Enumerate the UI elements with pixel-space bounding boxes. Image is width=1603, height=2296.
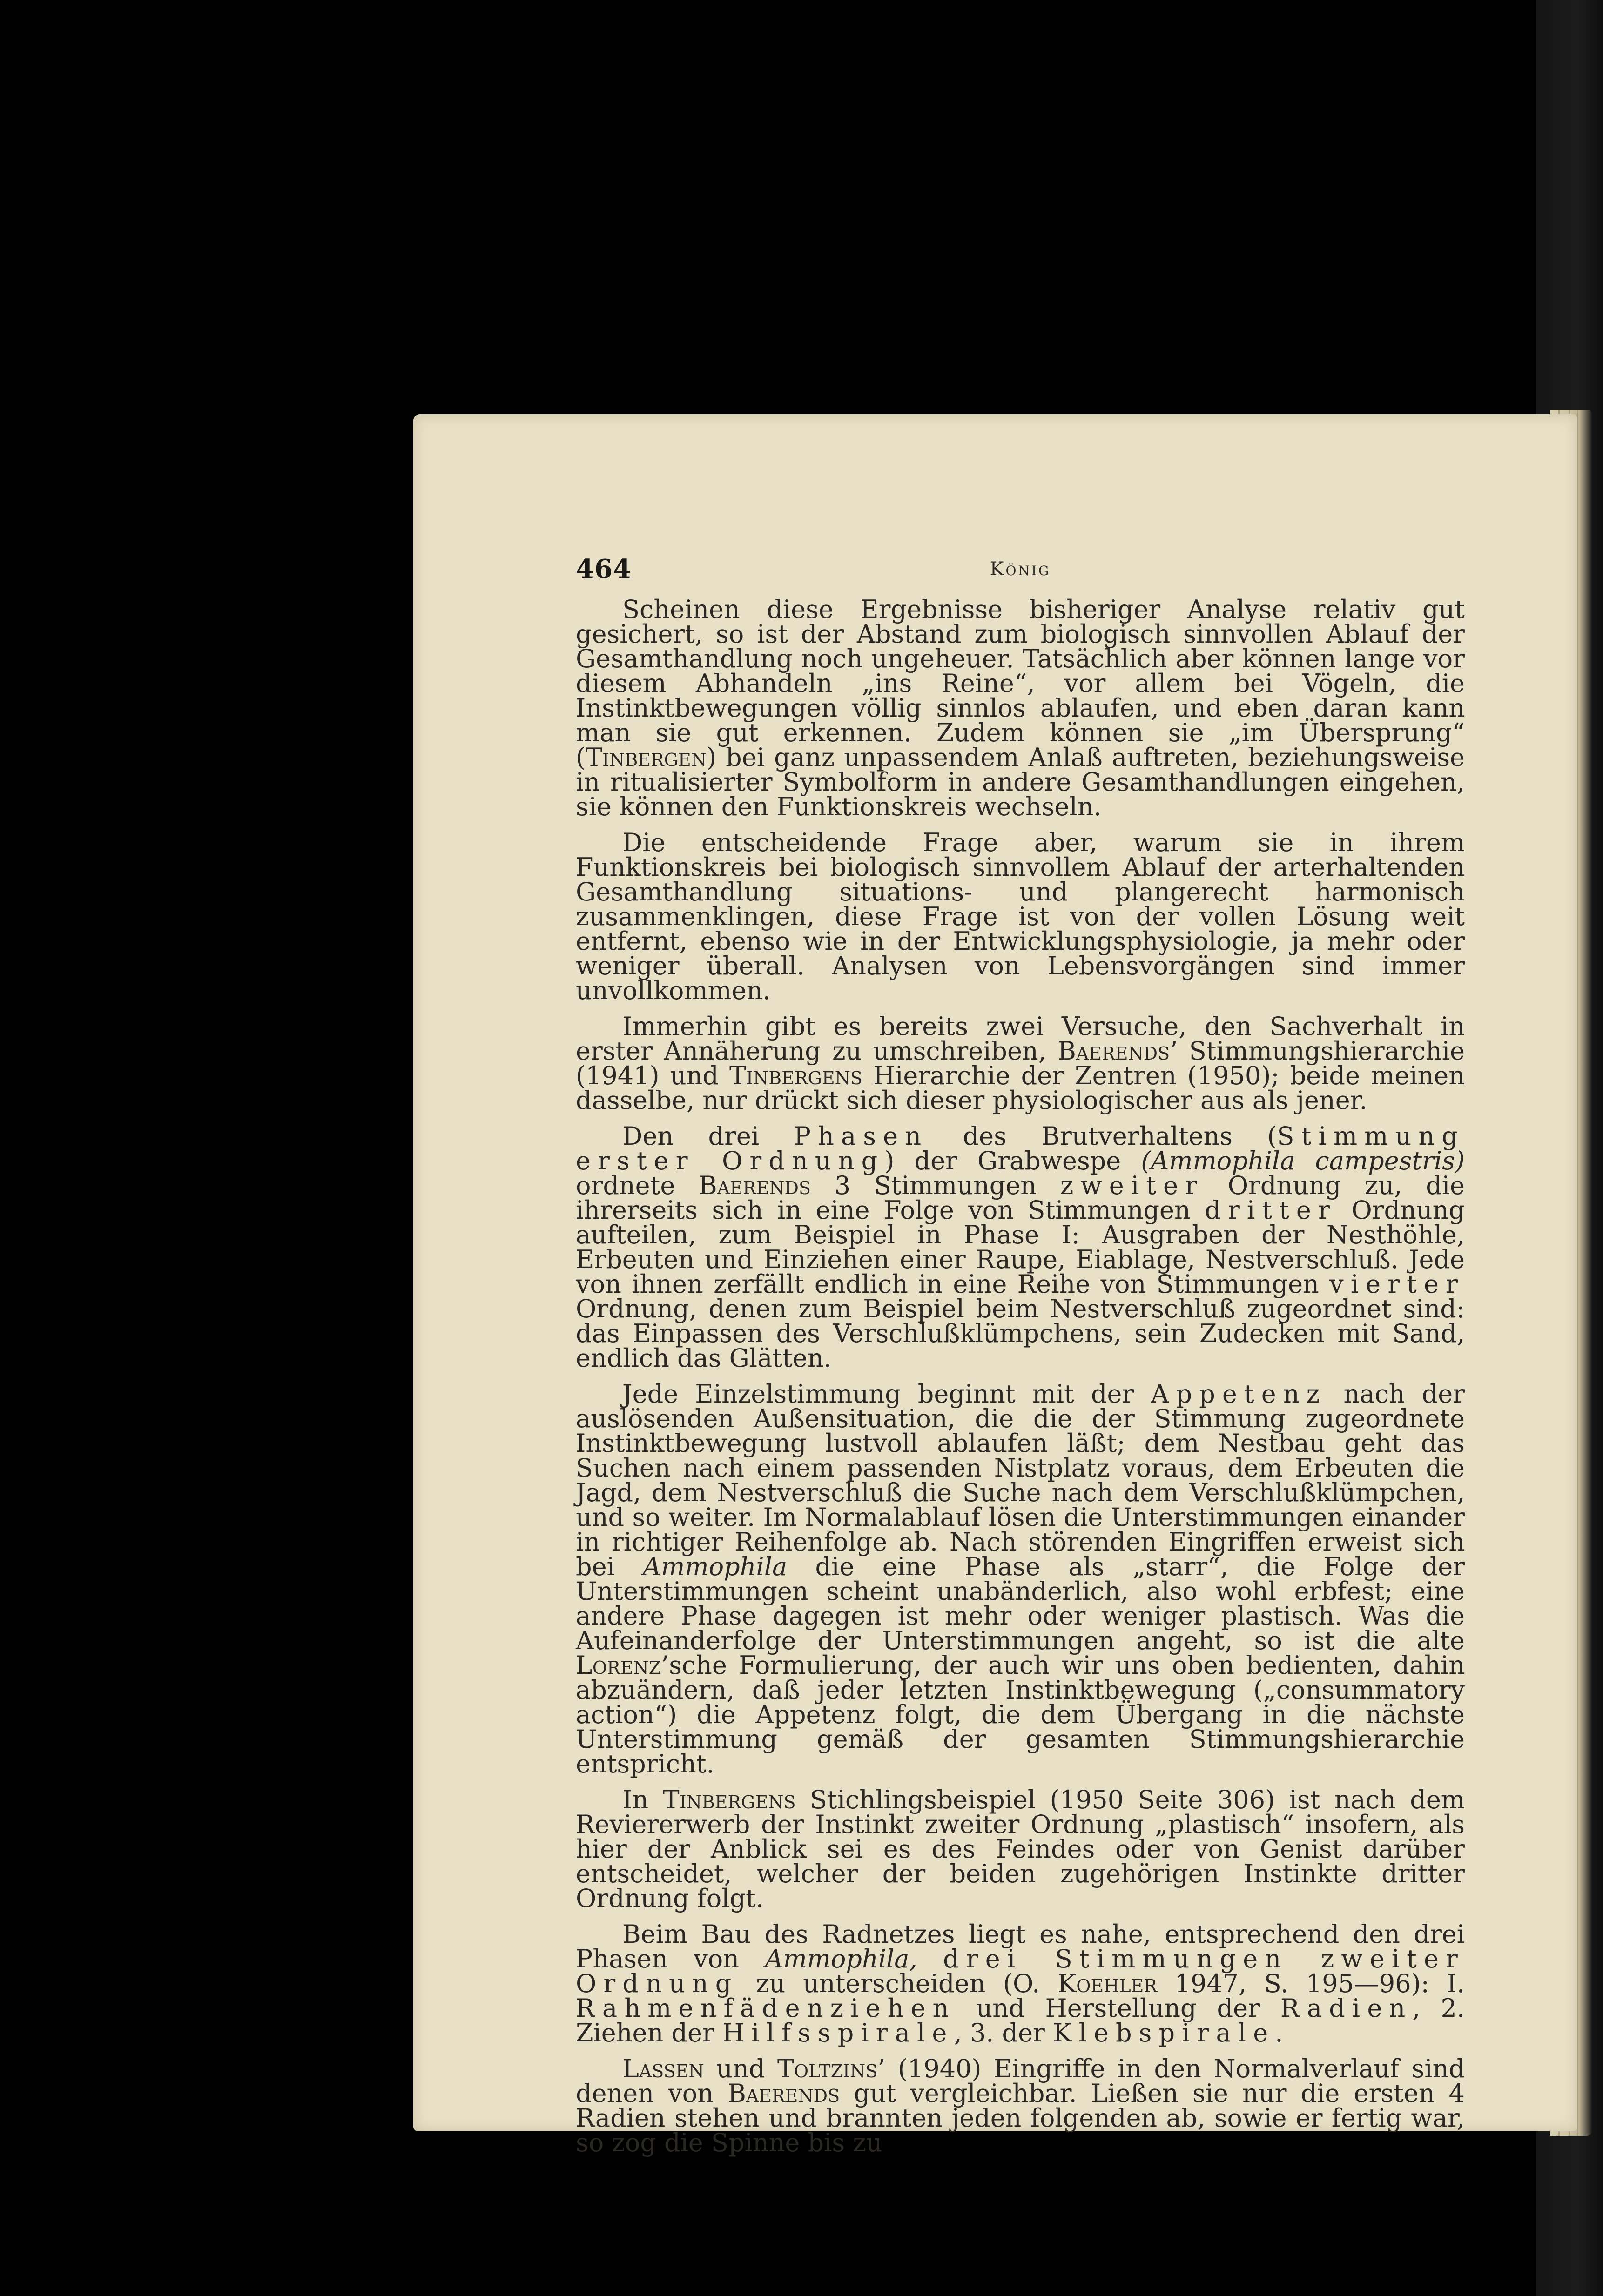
paragraph [576,1787,1465,1911]
spaced-emphasis: drei Stimmungen zweiter Ordnung [576,1944,1465,1998]
italic-term: Ammophila, [765,1944,917,1974]
body-text [576,597,1465,2166]
paragraph [576,1121,1465,1373]
text-run: Jede Einzelstimmung beginnt mit der [622,1379,1151,1409]
text-run: 1947, S. 195—96): I. [1157,1969,1465,1998]
spaced-emphasis: Stimmung erster Ordnung [576,1121,1465,1175]
author-name: Koehler [1057,1969,1157,1998]
author-name: Lorenz [576,1651,661,1680]
spaced-emphasis: Radien [1280,1994,1413,2023]
text-run: nach der auslösenden Außensituation, die die der Stimmung zugeordnete Instinktbewegung lustvoll ablaufen läßt; dem Nestbau geht das Suchen nach einem passenden Nistplatz voraus, dem Erbeuten die Jagd, dem Nestverschluß die Suche nach dem Verschlußklümpchen, und so weiter. Im Normalablauf lösen die Unterstimmungen einander in richtiger Reihenfolge ab. Nach störenden Eingriffen erweist sich bei [576,1379,1465,1581]
text-run: Ordnung aufteilen, zum Beispiel in Phase I: Ausgraben der Nesthöhle, Erbeuten und Einziehen einer Raupe, Eiablage, Nestverschluß. Jede von ihnen zerfällt endlich in eine Reihe von Stimmungen [576,1195,1465,1299]
text-run: Die entscheidende Frage aber, warum sie in ihrem Funktionskreis bei biologisch sinnvollem Ablauf der arterhaltenden Gesamthandlung situations- und plangerecht harmonisch zusammenklingen, diese Frage ist von der vollen Lösung weit entfernt, ebenso wie in der Entwicklungsphysiologie, ja mehr oder weniger überall. Analysen von Lebensvorgängen sind immer unvollkommen. [576,828,1465,1005]
text-run: gut vergleichbar. Ließen sie nur die ersten 4 Radien stehen und brannten jeden folgenden ab, sowie er fertig war, so zog die Spinne bis zu [576,2079,1465,2157]
spaced-emphasis: vierter [1329,1269,1465,1299]
author-name: Tinbergen [586,743,707,772]
text-run: ’ Stimmungshierarchie (1941) und [576,1036,1465,1090]
text-run: ordnete [576,1171,699,1200]
spaced-emphasis: Phasen [794,1121,929,1151]
text-run: zu unterscheiden (O. [738,1969,1057,1998]
text-run: , 3. der [954,2018,1053,2048]
author-name: Baerends [727,2079,840,2108]
paragraph [576,830,1465,1003]
author-name: Lassen [622,2054,704,2083]
italic-term: (Ammophila campestris) [1141,1146,1465,1175]
spaced-emphasis: Hilfsspirale [722,2018,954,2048]
text-run: Scheinen diese Ergebnisse bisheriger Analyse relativ gut gesichert, so ist der Abstand zum biologisch sinnvollen Ablauf der Gesamthandlung noch ungeheuer. Tatsächlich aber können lange vor diesem Abhandeln „ins Reine“, vor allem bei Vögeln, die Instinktbewegungen völlig sinnlos ablaufen, und eben daran kann man sie gut erkennen. Zudem können sie „im Übersprung“ ( [576,595,1465,772]
author-name: Tinbergens [729,1061,862,1090]
text-run: In [622,1785,663,1814]
text-run: Immerhin gibt es bereits zwei Versuche, den Sachverhalt in erster Annäherung zu umschreiben, [576,1012,1465,1066]
author-name: Baerends [699,1171,811,1200]
spaced-emphasis: Rahmenfädenziehen [576,1994,956,2023]
text-run: ’sche Formulierung, der auch wir uns oben bedienten, dahin abzuändern, daß jeder letzten Instinktbewegung („consummatory action“) die Appetenz folgt, die dem Übergang in die nächste Unterstimmung gemäß der gesamten Stimmungshierarchie entspricht. [576,1651,1465,1779]
paragraph [576,1920,1465,2048]
italic-term: Ammophila [643,1552,788,1581]
text-run: die eine Phase als „starr“, die Folge der Unterstimmungen scheint unabänderlich, also wohl erbfest; eine andere Phase dagegen ist mehr oder weniger plastisch. Was die Aufeinanderfolge der Unterstimmungen angeht, so ist die alte [576,1552,1465,1655]
text-run: Beim Bau des Radnetzes liegt es nahe, entsprechend den drei Phasen von [576,1920,1465,1974]
text-run: Ordnung, denen zum Beispiel beim Nestverschluß zugeordnet sind: das Einpassen des Verschlußklümpchens, sein Zudecken mit Sand, endlich das Glätten. [576,1294,1465,1373]
paragraph [576,1014,1465,1113]
author-name: Baerends [1057,1036,1170,1066]
text-run: des Brutverhaltens ( [928,1121,1277,1151]
text-run: und Herstellung der [956,1994,1280,2023]
text-run: Hierarchie der Zentren (1950); beide meinen dasselbe, nur drückt sich dieser physiologischer aus als jener. [576,1061,1465,1115]
text-run: Ordnung zu, die ihrerseits sich in eine Folge von Stimmungen [576,1171,1465,1225]
text-run: . [1275,2018,1283,2048]
text-run: Den drei [622,1121,794,1151]
paragraph [576,597,1465,819]
running-head: König [990,558,1051,580]
page-header [576,554,1465,591]
text-run: ’ (1940) Eingriffe in den Normalverlauf sind denen von [576,2054,1465,2108]
text-run: 3 Stimmungen [811,1171,1060,1200]
text-run: ) der Grabwespe [884,1146,1141,1175]
author-name: Tinbergens [662,1785,796,1814]
spaced-emphasis: dritter [1205,1195,1337,1225]
spaced-emphasis: zweiter [1060,1171,1205,1200]
spaced-emphasis: Klebspirale [1053,2018,1275,2048]
text-run: und [704,2054,777,2083]
author-name: Toltzins [777,2054,878,2083]
spaced-emphasis: Appetenz [1151,1379,1327,1409]
page-number: 464 [576,554,632,584]
paragraph [576,1379,1465,1779]
text-run: ) bei ganz unpassendem Anlaß auftreten, beziehungsweise in ritualisierter Symbolform in andere Gesamthandlungen eingehen, sie können den Funktionskreis wechseln. [576,743,1465,821]
text-run: Stichlingsbeispiel (1950 Seite 306) ist nach dem Reviererwerb der Instinkt zweiter Ordnung „plastisch“ insofern, als hier der Anblick sei es des Feindes oder von Genist darüber entscheidet, welcher der beiden zugehörigen Instinkte dritter Ordnung folgt. [576,1785,1465,1913]
paragraph [576,2056,1465,2155]
text-run: , 2. Ziehen der [576,1994,1465,2048]
